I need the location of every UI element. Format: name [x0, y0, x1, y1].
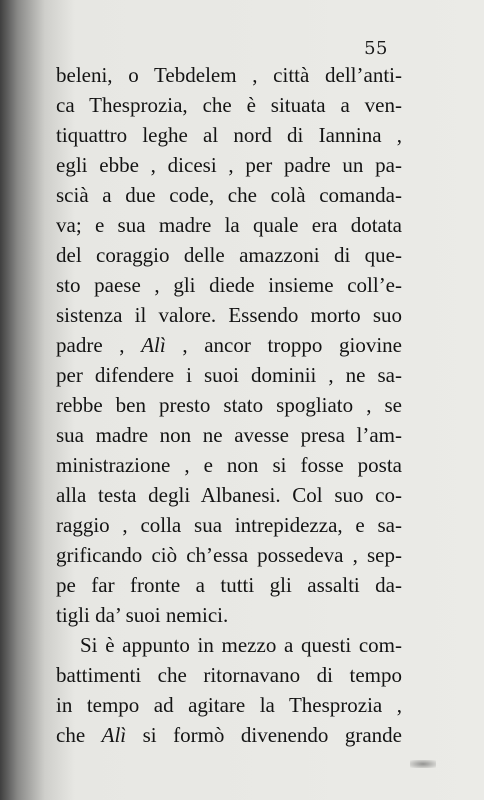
text-line: ca Thesprozia, che è situata a ven- — [56, 93, 402, 117]
body-text — [56, 60, 402, 750]
text-line — [56, 330, 402, 360]
text-line: pe far fronte a tutti gli assalti da- — [56, 573, 402, 597]
text-line: Si è appunto in mezzo a questi com- — [80, 633, 402, 657]
text-line: grificando ciò ch’essa possedeva , sep- — [56, 543, 402, 567]
text-line: per difendere i suoi dominii , ne sa- — [56, 363, 402, 387]
name-ali: Alì — [141, 333, 166, 357]
page-number: 55 — [364, 38, 388, 59]
ink-smudge — [410, 760, 436, 768]
text-line: alla testa degli Albanesi. Col suo co- — [56, 483, 402, 507]
text-line: battimenti che ritornavano di tempo — [56, 663, 402, 687]
name-ali: Alì — [101, 723, 127, 747]
text-fragment: padre , — [56, 333, 142, 357]
text-line: in tempo ad agitare la Thesprozia , — [56, 693, 402, 717]
text-line — [56, 720, 402, 750]
text-line: del coraggio delle amazzoni di que- — [56, 243, 402, 267]
text-line: raggio , colla sua intrepidezza, e sa- — [56, 513, 402, 537]
text-line: tiquattro leghe al nord di Iannina , — [56, 123, 402, 147]
text-line: sto paese , gli diede insieme coll’e- — [56, 273, 402, 297]
text-fragment: si formò divenendo grande — [126, 723, 402, 747]
text-line: beleni, o Tebdelem , città dell’anti- — [56, 63, 402, 87]
text-line: ministrazione , e non si fosse posta — [56, 453, 402, 477]
text-line: scià a due code, che colà comanda- — [56, 183, 402, 207]
text-line: tigli da’ suoi nemici. — [56, 603, 229, 627]
text-line: egli ebbe , dicesi , per padre un pa- — [56, 153, 402, 177]
text-fragment: che — [56, 723, 102, 747]
text-fragment: , ancor troppo giovine — [165, 333, 402, 357]
text-line: va; e sua madre la quale era dotata — [56, 213, 402, 237]
text-line: sistenza il valore. Essendo morto suo — [56, 303, 402, 327]
text-line: sua madre non ne avesse presa l’am- — [56, 423, 402, 447]
text-line: rebbe ben presto stato spogliato , se — [56, 393, 402, 417]
